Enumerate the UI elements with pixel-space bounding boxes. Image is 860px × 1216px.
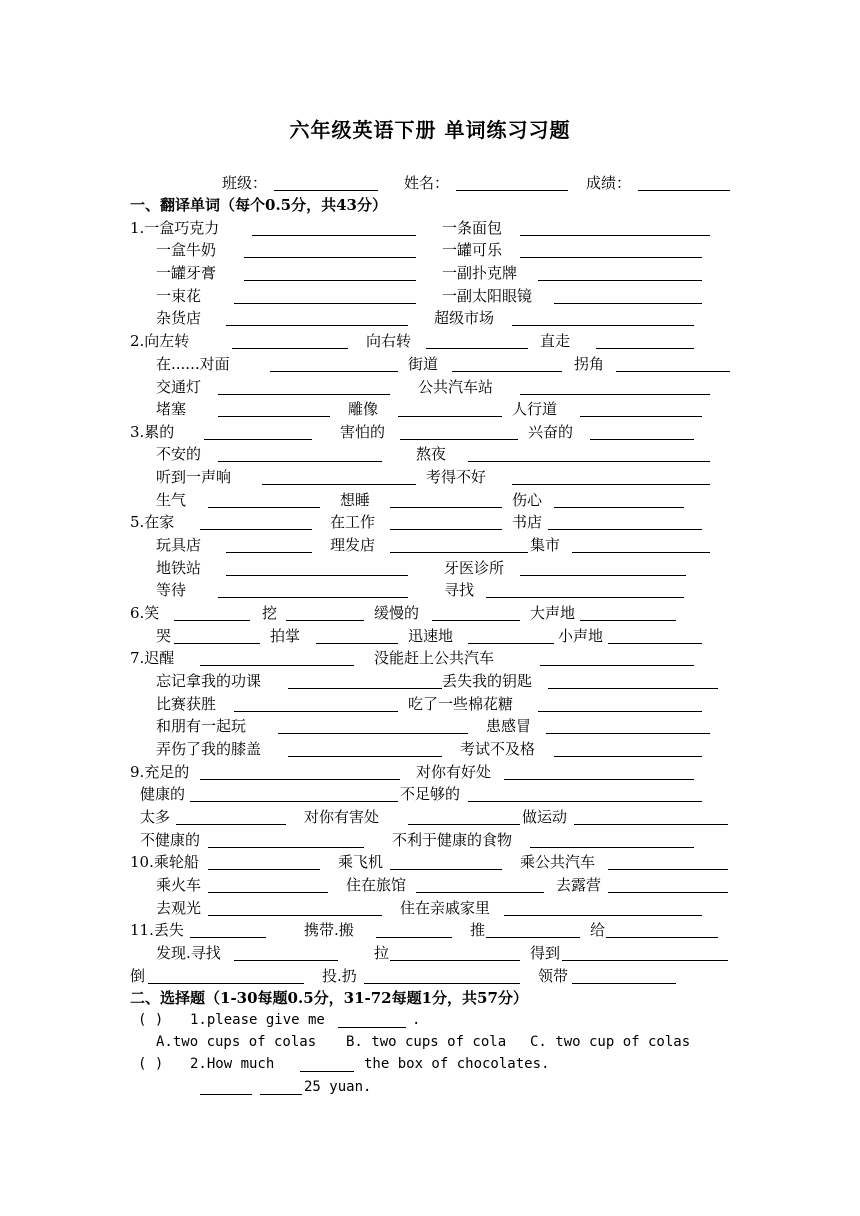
word-prompt: 2.向左转 bbox=[130, 332, 190, 350]
word-prompt: 地铁站 bbox=[156, 559, 202, 577]
word-prompt: 熬夜 bbox=[416, 445, 447, 463]
answer-blank[interactable] bbox=[548, 688, 718, 689]
answer-blank[interactable] bbox=[426, 348, 528, 349]
answer-blank[interactable] bbox=[548, 529, 702, 530]
answer-blank[interactable] bbox=[468, 801, 702, 802]
name-field[interactable] bbox=[456, 190, 568, 191]
worksheet-row bbox=[0, 239, 860, 261]
word-prompt: 听到一声响 bbox=[156, 468, 232, 486]
question-end: . bbox=[412, 1012, 421, 1028]
answer-blank[interactable] bbox=[218, 597, 408, 598]
answer-blank[interactable] bbox=[572, 552, 710, 553]
answer-blank[interactable] bbox=[616, 371, 730, 372]
answer-blank[interactable] bbox=[400, 439, 518, 440]
answer-blank[interactable] bbox=[468, 461, 710, 462]
word-prompt: 街道 bbox=[408, 355, 439, 373]
word-prompt: 小声地 bbox=[558, 627, 604, 645]
worksheet-row bbox=[0, 738, 860, 760]
answer-blank[interactable] bbox=[338, 1027, 406, 1028]
word-prompt: 书店 bbox=[512, 513, 543, 531]
score-field[interactable] bbox=[638, 190, 730, 191]
question-2 bbox=[0, 1053, 860, 1075]
word-prompt: 得到 bbox=[530, 944, 561, 962]
answer-blank[interactable] bbox=[226, 575, 408, 576]
word-prompt: 在工作 bbox=[330, 513, 376, 531]
worksheet-row bbox=[0, 942, 860, 964]
word-prompt: 不足够的 bbox=[400, 785, 461, 803]
word-prompt: 健康的 bbox=[140, 785, 186, 803]
answer-blank[interactable] bbox=[530, 847, 694, 848]
worksheet-row bbox=[0, 330, 860, 352]
answer-blank[interactable] bbox=[596, 348, 694, 349]
word-prompt: 拍掌 bbox=[270, 627, 301, 645]
student-info-row bbox=[0, 172, 860, 194]
answer-blank[interactable] bbox=[190, 937, 266, 938]
word-prompt: 一副太阳眼镜 bbox=[442, 287, 533, 305]
answer-blank[interactable] bbox=[554, 756, 702, 757]
word-prompt: 寻找 bbox=[444, 581, 475, 599]
answer-blank[interactable] bbox=[234, 960, 338, 961]
word-prompt: 等待 bbox=[156, 581, 187, 599]
question-1 bbox=[0, 1009, 860, 1031]
answer-blank[interactable] bbox=[416, 892, 544, 893]
question-rest: the box of chocolates. bbox=[364, 1056, 550, 1072]
word-prompt: 在......对面 bbox=[156, 355, 230, 373]
answer-blank[interactable] bbox=[200, 529, 312, 530]
word-prompt: 一盒牛奶 bbox=[156, 241, 217, 259]
word-prompt: 发现.寻找 bbox=[156, 944, 221, 962]
worksheet-row bbox=[0, 217, 860, 239]
word-prompt: 一罐牙膏 bbox=[156, 264, 217, 282]
worksheet-row bbox=[0, 919, 860, 941]
answer-blank[interactable] bbox=[580, 620, 676, 621]
worksheet-row bbox=[0, 307, 860, 329]
word-prompt: 超级市场 bbox=[434, 309, 495, 327]
answer-blank[interactable] bbox=[408, 824, 520, 825]
section1-heading: 一、翻译单词（每个0.5分，共43分） bbox=[130, 196, 387, 214]
word-prompt: 不安的 bbox=[156, 445, 202, 463]
worksheet-row bbox=[0, 965, 860, 987]
word-prompt: 玩具店 bbox=[156, 536, 202, 554]
word-prompt: 哭 bbox=[156, 627, 172, 645]
answer-blank[interactable] bbox=[390, 507, 502, 508]
word-prompt: 杂货店 bbox=[156, 309, 202, 327]
answer-paren[interactable]: ( ) bbox=[138, 1012, 164, 1028]
worksheet-row bbox=[0, 534, 860, 556]
word-prompt: 忘记拿我的功课 bbox=[156, 672, 262, 690]
word-prompt: 投.扔 bbox=[322, 967, 357, 985]
answer-blank[interactable] bbox=[286, 620, 364, 621]
word-prompt: 牙医诊所 bbox=[444, 559, 505, 577]
answer-blank[interactable] bbox=[572, 983, 676, 984]
word-prompt: 倒 bbox=[130, 967, 146, 985]
option-a[interactable]: A.two cups of colas bbox=[156, 1034, 317, 1050]
answer-blank[interactable] bbox=[520, 257, 702, 258]
worksheet-row bbox=[0, 783, 860, 805]
answer-blank[interactable] bbox=[606, 937, 718, 938]
answer-blank[interactable] bbox=[208, 915, 382, 916]
word-prompt: 推 bbox=[470, 921, 486, 939]
answer-blank[interactable] bbox=[538, 280, 702, 281]
word-prompt: 拐角 bbox=[574, 355, 605, 373]
answer-blank[interactable] bbox=[208, 892, 328, 893]
worksheet-row bbox=[0, 602, 860, 624]
answer-blank[interactable] bbox=[376, 937, 452, 938]
answer-blank[interactable] bbox=[390, 529, 502, 530]
word-prompt: 弄伤了我的膝盖 bbox=[156, 740, 262, 758]
word-prompt: 公共汽车站 bbox=[418, 378, 494, 396]
answer-blank[interactable] bbox=[520, 394, 710, 395]
answer-blank[interactable] bbox=[260, 1094, 302, 1095]
answer-blank[interactable] bbox=[218, 461, 382, 462]
answer-blank[interactable] bbox=[390, 869, 502, 870]
word-prompt: 患感冒 bbox=[486, 717, 532, 735]
answer-blank[interactable] bbox=[288, 756, 442, 757]
word-prompt: 6.笑 bbox=[130, 604, 160, 622]
word-prompt: 对你有好处 bbox=[416, 763, 492, 781]
answer-blank[interactable] bbox=[200, 779, 400, 780]
word-prompt: 迅速地 bbox=[408, 627, 454, 645]
worksheet-row bbox=[0, 376, 860, 398]
answer-blank[interactable] bbox=[538, 711, 702, 712]
worksheet-row bbox=[0, 806, 860, 828]
word-prompt: 伤心 bbox=[512, 491, 543, 509]
word-prompt: 大声地 bbox=[530, 604, 576, 622]
word-prompt: 7.迟醒 bbox=[130, 649, 175, 667]
question-1-options bbox=[0, 1031, 860, 1053]
answer-blank[interactable] bbox=[226, 325, 408, 326]
question-stem: 2.How much bbox=[190, 1056, 275, 1072]
answer-blank[interactable] bbox=[512, 325, 694, 326]
answer-blank[interactable] bbox=[316, 643, 398, 644]
worksheet-row bbox=[0, 647, 860, 669]
worksheet-row bbox=[0, 579, 860, 601]
answer-blank[interactable] bbox=[580, 416, 702, 417]
answer-blank[interactable] bbox=[244, 280, 416, 281]
word-prompt: 害怕的 bbox=[340, 423, 386, 441]
answer-blank[interactable] bbox=[486, 937, 580, 938]
answer-blank[interactable] bbox=[288, 688, 442, 689]
word-prompt: 做运动 bbox=[522, 808, 568, 826]
answer-blank[interactable] bbox=[520, 235, 710, 236]
answer-blank[interactable] bbox=[176, 824, 286, 825]
word-prompt: 一罐可乐 bbox=[442, 241, 503, 259]
worksheet-row bbox=[0, 262, 860, 284]
answer-blank[interactable] bbox=[554, 303, 702, 304]
answer-blank[interactable] bbox=[608, 643, 702, 644]
answer-blank[interactable] bbox=[452, 371, 562, 372]
word-prompt: 9.充足的 bbox=[130, 763, 190, 781]
word-prompt: 和朋有一起玩 bbox=[156, 717, 247, 735]
answer-blank[interactable] bbox=[208, 507, 320, 508]
worksheet-row bbox=[0, 874, 860, 896]
word-prompt: 拉 bbox=[374, 944, 390, 962]
worksheet-row bbox=[0, 353, 860, 375]
worksheet-row bbox=[0, 557, 860, 579]
answer-blank[interactable] bbox=[234, 711, 398, 712]
word-prompt: 直走 bbox=[540, 332, 571, 350]
word-prompt: 堵塞 bbox=[156, 400, 187, 418]
worksheet-row bbox=[0, 285, 860, 307]
answer-blank[interactable] bbox=[278, 733, 468, 734]
worksheet-row bbox=[0, 670, 860, 692]
worksheet-row bbox=[0, 421, 860, 443]
option-b[interactable]: B. two cups of cola bbox=[346, 1034, 507, 1050]
answer-blank[interactable] bbox=[390, 960, 520, 961]
answer-blank[interactable] bbox=[390, 552, 528, 553]
answer-blank[interactable] bbox=[234, 303, 416, 304]
answer-blank[interactable] bbox=[300, 1071, 354, 1072]
worksheet-row bbox=[0, 625, 860, 647]
name-label: 姓名： bbox=[404, 174, 450, 192]
answer-paren[interactable]: ( ) bbox=[138, 1056, 164, 1072]
word-prompt: 理发店 bbox=[330, 536, 376, 554]
answer-blank[interactable] bbox=[244, 257, 416, 258]
answer-blank[interactable] bbox=[200, 665, 354, 666]
answer-blank[interactable] bbox=[262, 484, 416, 485]
answer-blank[interactable] bbox=[148, 983, 304, 984]
word-prompt: 一束花 bbox=[156, 287, 202, 305]
word-prompt: 太多 bbox=[140, 808, 171, 826]
word-prompt: 集市 bbox=[530, 536, 561, 554]
answer-blank[interactable] bbox=[174, 620, 250, 621]
word-prompt: 5.在家 bbox=[130, 513, 175, 531]
option-c[interactable]: C. two cup of colas bbox=[530, 1034, 691, 1050]
answer-blank[interactable] bbox=[226, 552, 312, 553]
word-prompt: 想睡 bbox=[340, 491, 371, 509]
worksheet-row bbox=[0, 511, 860, 533]
answer-blank[interactable] bbox=[540, 665, 694, 666]
answer-blank[interactable] bbox=[554, 507, 684, 508]
word-prompt: 去露营 bbox=[556, 876, 602, 894]
answer-blank[interactable] bbox=[504, 915, 702, 916]
word-prompt: 兴奋的 bbox=[528, 423, 574, 441]
word-prompt: 乘火车 bbox=[156, 876, 202, 894]
question-2-answer-row bbox=[0, 1076, 860, 1098]
word-prompt: 对你有害处 bbox=[304, 808, 380, 826]
word-prompt: 住在旅馆 bbox=[346, 876, 407, 894]
word-prompt: 生气 bbox=[156, 491, 187, 509]
word-prompt: 乘公共汽车 bbox=[520, 853, 596, 871]
score-label: 成绩： bbox=[586, 174, 632, 192]
answer-blank[interactable] bbox=[208, 847, 364, 848]
word-prompt: 向右转 bbox=[366, 332, 412, 350]
answer-blank[interactable] bbox=[432, 620, 520, 621]
worksheet-row bbox=[0, 489, 860, 511]
word-prompt: 去观光 bbox=[156, 899, 202, 917]
answer-blank[interactable] bbox=[364, 983, 520, 984]
answer-blank[interactable] bbox=[218, 416, 330, 417]
word-prompt: 3.累的 bbox=[130, 423, 175, 441]
word-prompt: 考试不及格 bbox=[460, 740, 536, 758]
answer-blank[interactable] bbox=[190, 801, 398, 802]
word-prompt: 吃了一些棉花糖 bbox=[408, 695, 514, 713]
word-prompt: 挖 bbox=[262, 604, 278, 622]
class-label: 班级： bbox=[222, 174, 268, 192]
word-prompt: 给 bbox=[590, 921, 606, 939]
word-prompt: 雕像 bbox=[348, 400, 379, 418]
section2-heading: 二、选择题（1-30每题0.5分，31-72每题1分，共57分） bbox=[130, 989, 528, 1007]
answer-blank[interactable] bbox=[520, 575, 686, 576]
answer-blank[interactable] bbox=[574, 824, 728, 825]
worksheet-row bbox=[0, 443, 860, 465]
word-prompt: 交通灯 bbox=[156, 378, 202, 396]
word-prompt: 人行道 bbox=[512, 400, 558, 418]
worksheet-row bbox=[0, 829, 860, 851]
worksheet-row bbox=[0, 897, 860, 919]
answer-blank[interactable] bbox=[608, 892, 728, 893]
word-prompt: 乘飞机 bbox=[338, 853, 384, 871]
word-prompt: 没能赶上公共汽车 bbox=[374, 649, 495, 667]
answer-blank[interactable] bbox=[200, 1094, 252, 1095]
word-prompt: 携带.搬 bbox=[304, 921, 354, 939]
worksheet-row bbox=[0, 466, 860, 488]
worksheet-row bbox=[0, 693, 860, 715]
word-prompt: 一条面包 bbox=[442, 219, 503, 237]
word-prompt: 一副扑克牌 bbox=[442, 264, 518, 282]
word-prompt: 丢失我的钥匙 bbox=[442, 672, 533, 690]
word-prompt: 不利于健康的食物 bbox=[392, 831, 513, 849]
worksheet-row bbox=[0, 398, 860, 420]
word-prompt: 10.乘轮船 bbox=[130, 853, 199, 871]
word-prompt: 缓慢的 bbox=[374, 604, 420, 622]
answer-blank[interactable] bbox=[252, 235, 416, 236]
answer-blank[interactable] bbox=[546, 733, 710, 734]
question-stem: 1.please give me bbox=[190, 1012, 325, 1028]
word-prompt: 比赛获胜 bbox=[156, 695, 217, 713]
page-title: 六年级英语下册 单词练习习题 bbox=[289, 118, 571, 142]
word-prompt: 考得不好 bbox=[426, 468, 487, 486]
answer-blank[interactable] bbox=[398, 416, 502, 417]
worksheet-row bbox=[0, 851, 860, 873]
word-prompt: 领带 bbox=[538, 967, 569, 985]
answer-blank[interactable] bbox=[512, 484, 710, 485]
answer-blank[interactable] bbox=[218, 394, 390, 395]
answer-blank[interactable] bbox=[486, 597, 684, 598]
answer-text: 25 yuan. bbox=[304, 1079, 372, 1095]
class-field[interactable] bbox=[274, 190, 378, 191]
worksheet-row bbox=[0, 761, 860, 783]
word-prompt: 11.丢失 bbox=[130, 921, 184, 939]
answer-blank[interactable] bbox=[208, 869, 320, 870]
answer-blank[interactable] bbox=[504, 779, 694, 780]
answer-blank[interactable] bbox=[562, 960, 728, 961]
word-prompt: 不健康的 bbox=[140, 831, 201, 849]
answer-blank[interactable] bbox=[174, 643, 260, 644]
answer-blank[interactable] bbox=[468, 643, 554, 644]
answer-blank[interactable] bbox=[270, 371, 398, 372]
word-prompt: 住在亲戚家里 bbox=[400, 899, 491, 917]
answer-blank[interactable] bbox=[204, 439, 312, 440]
answer-blank[interactable] bbox=[232, 348, 348, 349]
word-prompt: 1.一盒巧克力 bbox=[130, 219, 220, 237]
worksheet-row bbox=[0, 715, 860, 737]
answer-blank[interactable] bbox=[608, 869, 728, 870]
answer-blank[interactable] bbox=[590, 439, 694, 440]
